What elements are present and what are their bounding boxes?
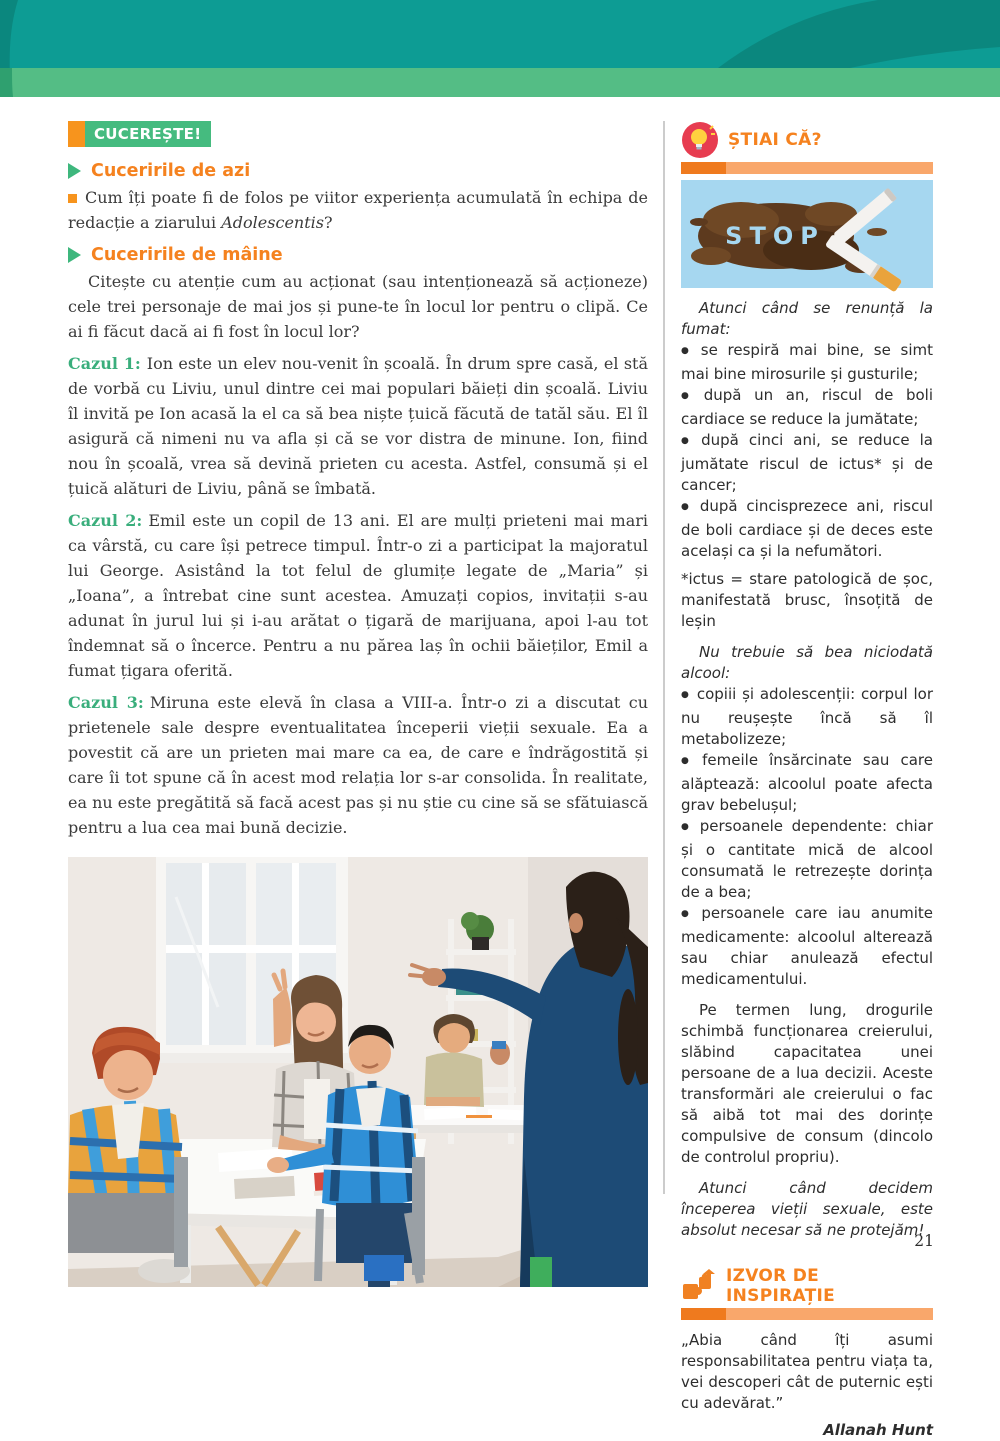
ictus-footnote: *ictus = stare patologică de șoc, manifestată brusc, însoțită de leșin: [681, 570, 933, 630]
izvor-header: [681, 1267, 933, 1305]
izvor-underline-bar: [681, 1308, 933, 1320]
case-text: Miruna este elevă în clasa a VIII-a. Într-o zi a discutat cu prietenele sale despre eventualitatea începerii vieții sexuale. Ea a povestit că are un prieten mai mare ca ea, de care e îndrăgostită și care îi tot spune că în acest mod relația lor s-ar consolida. În realitate, ea nu este pregătită să facă acest pas și nu știe cu cine să se sfătuiască pentru a lua cea mai bună decizie.: [68, 693, 648, 837]
lightbulb-icon: [681, 121, 719, 159]
badge-label: CUCEREȘTE!: [85, 121, 211, 147]
sidebar-column: [681, 121, 933, 1441]
stop-text: STOP: [725, 222, 825, 250]
cucereste-badge: [68, 121, 211, 147]
drugs-paragraph: Pe termen lung, drogurile schimbă funcționarea creierului, slăbind capacitatea unei persoane de a lua decizii. Aceste transformări ale creierului o fac să aibă tot mai des dorințe compulsive de consum (dincolo de controlul propriu).: [681, 1001, 933, 1166]
puzzle-arrow-icon: [681, 1268, 717, 1304]
triangle-marker-icon: [68, 163, 81, 179]
triangle-marker-icon: [68, 247, 81, 263]
smoking-bullet: ● după cinci ani, se reduce la jumătate riscul de ictus* și de cancer;: [681, 430, 933, 496]
case-text: Ion este un elev nou-venit în școală. În drum spre casă, el stă de vorbă cu Liviu, unul dintre cei mai populari băieți din școală. Liviu îl invită pe Ion acasă la el ca să bea niște țuică făcută de tatăl său. El îl asigură că nimeni nu va afla și că se vor distra de minune. Ion, fiind nou în școală, vrea să devină prieten cu acesta. Astfel, consumă și el țuică alături de Liviu, până se îmbată.: [68, 354, 648, 498]
intro-paragraph: Citește cu atenție cum au acționat (sau intenționează să acționeze) cele trei personaje de mai jos și pune-te în locul lor pentru o clipă. Ce ai fi făcut dacă ai fi fost în locul lor?: [68, 272, 648, 341]
izvor-section: [681, 1267, 933, 1441]
case-text: Emil este un copil de 13 ani. El are mulți prieteni mai mari ca vârstă, cu care își petrece timpul. Într-o zi a participat la majoratul lui George. Asistând la tot felul de glumițe legate de „Maria” și „Ioana”, a întrebat cine sunt acestea. Amuzați copios, invitații s-au adunat în jurul lui și i-au arătat o țigară de marijuana, apoi l-au tot îndemnat să o încerce. Pentru a nu părea laș în ochii băieților, Emil a fumat țigara oferită.: [68, 511, 649, 680]
alcohol-bullet: ● persoanele care iau anumite medicamente: alcoolul alterează sau chiar anulează efectul medicamentului.: [681, 903, 933, 990]
question-paragraph: [68, 185, 648, 235]
page-number: 21: [914, 1232, 934, 1250]
case-paragraph-2: [68, 508, 648, 683]
alcohol-bullet: ● femeile însărcinate sau care alăptează: alcoolul poate afecta grav bebelușul;: [681, 750, 933, 816]
stop-smoking-image: [681, 180, 933, 288]
smoking-bullet: ● se respiră mai bine, se simt mai bine mirosurile și gusturile;: [681, 340, 933, 385]
quote-author: Allanah Hunt: [823, 1421, 933, 1439]
stiai-ca-header: [681, 121, 933, 159]
smoking-bullet: ● după un an, riscul de boli cardiace se reduce la jumătate;: [681, 385, 933, 430]
classroom-photo: [68, 857, 648, 1287]
izvor-title: IZVOR DE INSPIRAȚIE: [726, 1266, 836, 1306]
smoking-bullet: ● după cincisprezece ani, riscul de boli cardiace și de deces este același ca și la nefumători.: [681, 496, 933, 562]
quit-smoking-intro: Atunci când se renunță la fumat:: [681, 299, 933, 338]
inspiration-quote: „Abia când îți asumi responsabilitatea pentru viața ta, vei descoperi cât de puternic ești cu adevărat.”: [681, 1331, 933, 1412]
section-heading-azi: [68, 161, 648, 181]
case-paragraph-1: [68, 351, 648, 501]
question-italic-word: Adolescentis: [221, 213, 324, 232]
page-content: [68, 121, 935, 1441]
question-text: Cum îți poate fi de folos pe viitor experiența acumulată în echipa de redacție a ziarului: [68, 188, 648, 232]
stiai-ca-title: ȘTIAI CĂ?: [728, 130, 822, 150]
square-bullet-icon: [68, 194, 77, 203]
column-divider: [663, 121, 665, 1194]
header-wave-decoration: [0, 0, 1000, 97]
section-heading-label: Cuceririle de mâine: [91, 245, 283, 265]
protection-paragraph: Atunci când decidem începerea vieții sexuale, este absolut necesar să ne protejăm!: [681, 1179, 933, 1239]
case-label: Cazul 1:: [68, 354, 141, 373]
section-heading-maine: [68, 245, 648, 265]
case-label: Cazul 3:: [68, 693, 144, 712]
main-column: [68, 121, 648, 1441]
badge-orange-square-icon: [68, 121, 85, 147]
case-paragraph-3: [68, 690, 648, 840]
section-heading-label: Cuceririle de azi: [91, 161, 251, 181]
question-end: ?: [323, 213, 333, 232]
alcohol-intro: Nu trebuie să bea niciodată alcool:: [681, 643, 933, 682]
case-label: Cazul 2:: [68, 511, 143, 530]
stiai-ca-underline-bar: [681, 162, 933, 174]
alcohol-bullet: ● copiii și adolescenții: corpul lor nu reușește încă să îl metabolizeze;: [681, 684, 933, 750]
alcohol-bullet: ● persoanele dependente: chiar și o cantitate mică de alcool consumată le retrezește dorința de a bea;: [681, 816, 933, 903]
classroom-photo-illustration: [68, 857, 648, 1287]
